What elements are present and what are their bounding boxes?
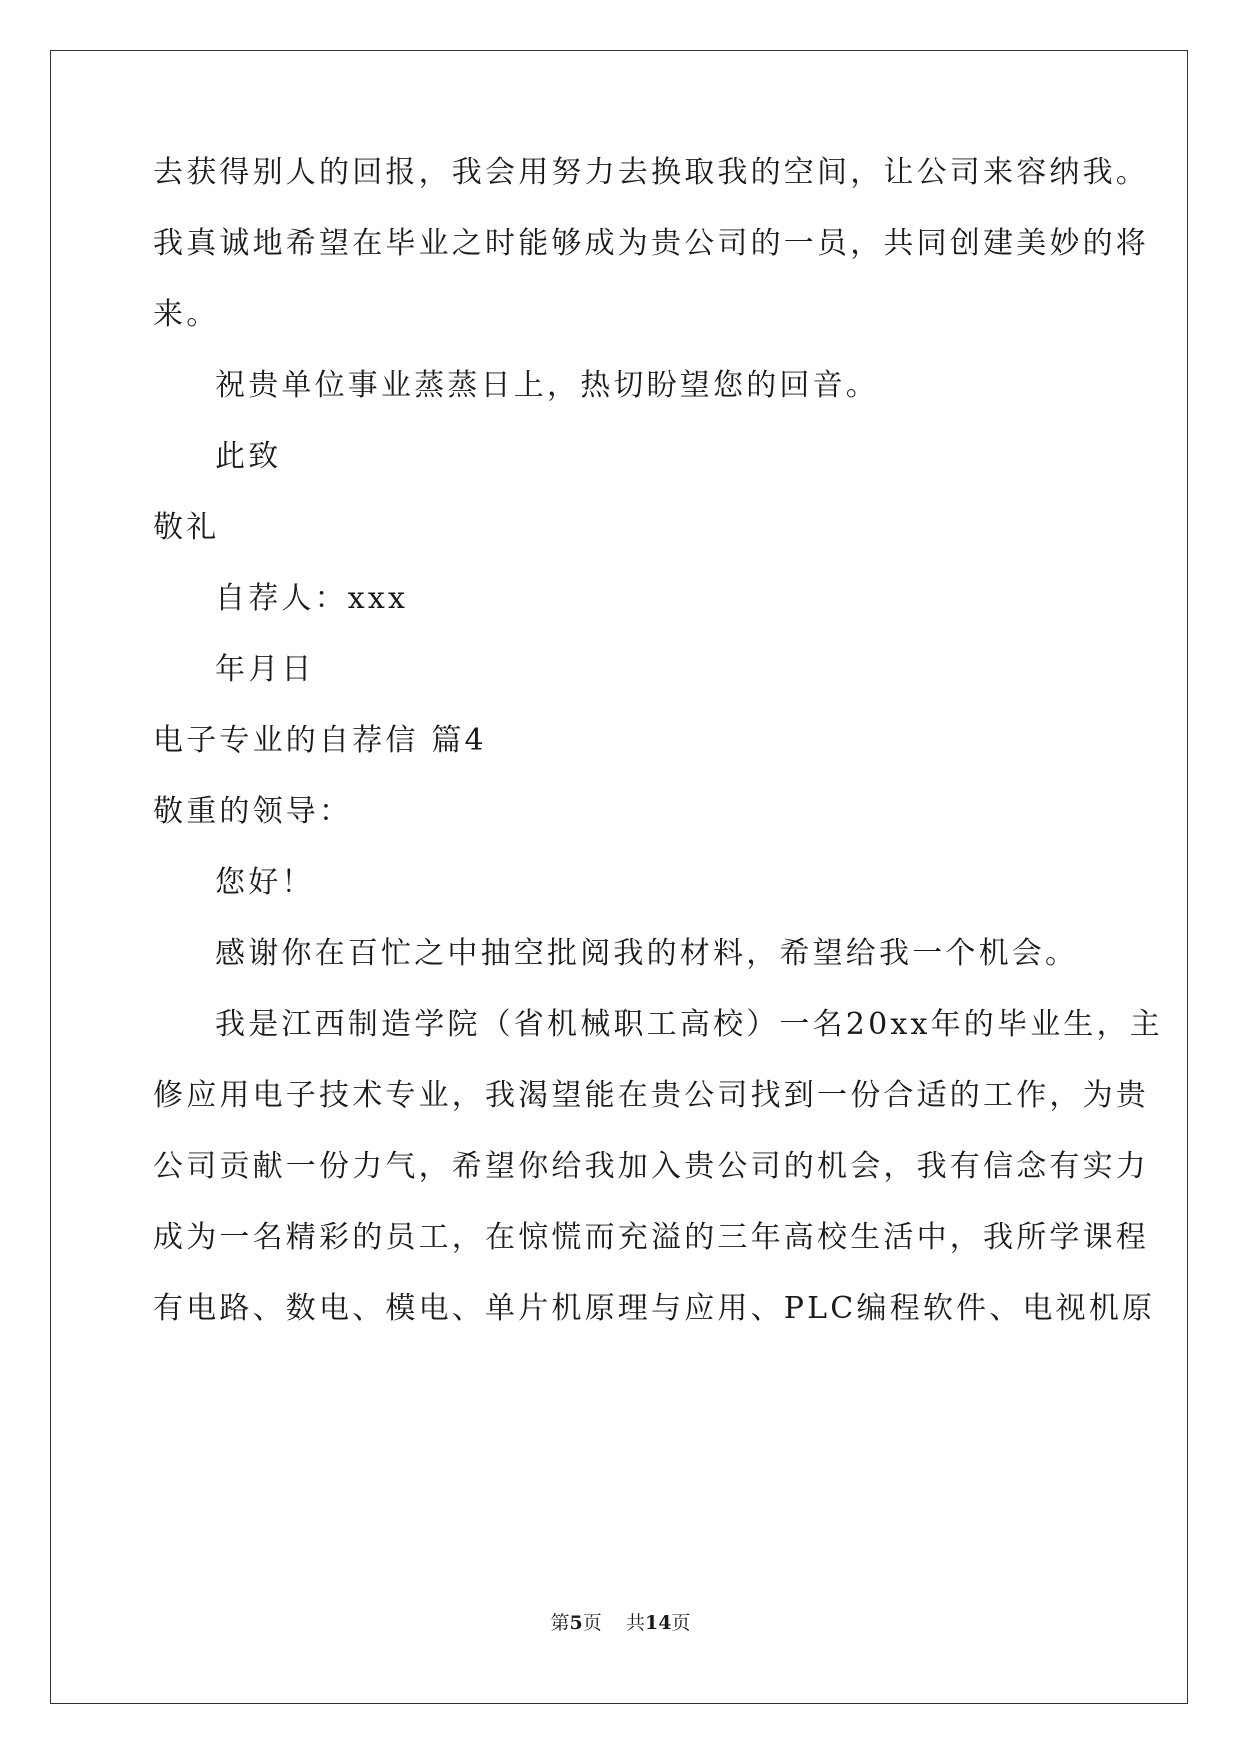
hello-line: 您好！: [215, 865, 315, 900]
closing-salutation: 此致: [215, 439, 282, 474]
footer-page-unit: 页: [582, 1612, 602, 1634]
footer-total-unit: 页: [671, 1612, 691, 1634]
body-line-14: 修应用电子技术专业，我渴望能在贵公司找到一份合适的工作，为贵: [153, 1078, 1149, 1113]
section-heading: 电子专业的自荐信 篇4: [153, 723, 487, 758]
current-page-number: 5: [569, 1612, 583, 1634]
body-line-13: 我是江西制造学院（省机械职工高校）一名20xx年的毕业生，主: [215, 1007, 1164, 1042]
footer-total-prefix: 共: [625, 1612, 645, 1634]
body-line-4: 祝贵单位事业蒸蒸日上，热切盼望您的回音。: [215, 368, 879, 403]
body-line-17: 有电路、数电、模电、单片机原理与应用、PLC编程软件、电视机原: [153, 1291, 1156, 1326]
total-pages-number: 14: [644, 1612, 672, 1634]
body-line-2: 我真诚地希望在毕业之时能够成为贵公司的一员，共同创建美妙的将: [153, 226, 1149, 261]
footer-prefix: 第: [550, 1612, 570, 1634]
signature-line: 自荐人：xxx: [215, 581, 409, 616]
body-line-15: 公司贡献一份力气，希望你给我加入贵公司的机会，我有信念有实力: [153, 1149, 1149, 1184]
body-line-1: 去获得别人的回报，我会用努力去换取我的空间，让公司来容纳我。: [153, 155, 1149, 190]
body-line-12: 感谢你在百忙之中抽空批阅我的材料，希望给我一个机会。: [215, 936, 1079, 971]
date-line: 年月日: [215, 652, 315, 687]
body-line-3: 来。: [153, 297, 220, 332]
closing-regards: 敬礼: [153, 510, 220, 545]
page-footer: [0, 1612, 1241, 1634]
greeting-line: 敬重的领导：: [153, 794, 353, 829]
body-line-16: 成为一名精彩的员工，在惊慌而充溢的三年高校生活中，我所学课程: [153, 1220, 1149, 1255]
